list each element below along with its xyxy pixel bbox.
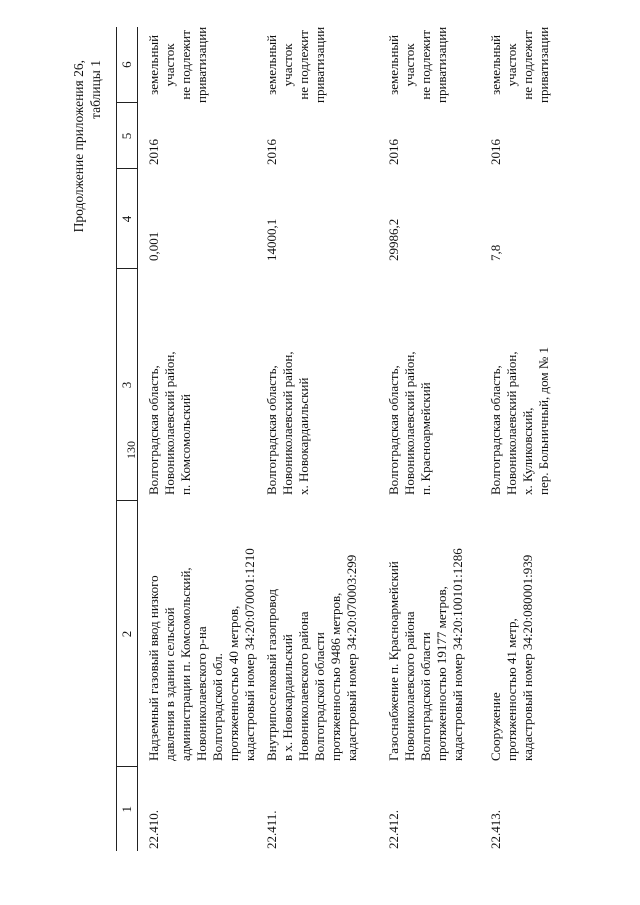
name-line: Надземный газовый ввод низкого — [146, 575, 161, 761]
note-line: земельный — [386, 34, 401, 95]
object-address — [260, 269, 382, 501]
address-line: х. Куликовский, — [520, 407, 535, 495]
note-line: не подлежит — [296, 30, 311, 100]
note-line: не подлежит — [178, 30, 193, 100]
continuation-line-2: таблицы 1 — [88, 60, 103, 119]
address-line: Волгоградская область, — [264, 365, 279, 495]
row-number: 22.411. — [264, 810, 279, 849]
name-line: кадастровый номер 34:20:070001:1210 — [242, 548, 257, 761]
page-number: 130 — [124, 441, 138, 459]
name-line: Внутрипоселковый газопровод — [264, 588, 279, 761]
object-name — [382, 501, 484, 767]
table-row — [382, 27, 484, 851]
note-line: участок — [280, 43, 295, 87]
name-line: кадастровый номер 34:20:070003:299 — [344, 554, 359, 761]
table-row — [484, 27, 588, 851]
row-number: 22.410. — [146, 810, 161, 849]
name-line: Сооружение — [488, 692, 503, 761]
col-header-6: 6 — [117, 27, 138, 103]
note-line: земельный — [488, 34, 503, 95]
note-line: приватизации — [434, 26, 449, 103]
address-line: Волгоградская область, — [488, 365, 503, 495]
address-line: Новониколаевский район, — [162, 351, 177, 495]
address-line: пер. Больничный, дом № 1 — [536, 346, 551, 495]
object-year: 2016 — [488, 139, 503, 165]
address-line: Волгоградская область, — [386, 365, 401, 495]
object-note — [260, 27, 382, 103]
property-table — [116, 27, 588, 851]
name-line: в х. Новокардаильский — [280, 634, 295, 761]
address-line: Волгоградская область, — [146, 365, 161, 495]
note-line: не подлежит — [418, 30, 433, 100]
row-number: 22.413. — [488, 810, 503, 849]
name-line: Новониколаевского р-на — [194, 626, 209, 761]
col-header-5: 5 — [117, 103, 138, 169]
object-name — [484, 501, 588, 767]
name-line: протяженностью 40 метров, — [226, 605, 241, 761]
object-year: 2016 — [264, 139, 279, 165]
object-year: 2016 — [146, 139, 161, 165]
note-line: участок — [162, 43, 177, 87]
header-row — [117, 27, 138, 851]
col-header-2: 2 — [117, 501, 138, 767]
row-number: 22.412. — [386, 810, 401, 849]
name-line: Новониколаевского района — [296, 611, 311, 761]
name-line: Новониколаевского района — [402, 611, 417, 761]
object-note — [382, 27, 484, 103]
address-line: Новониколаевский район, — [402, 351, 417, 495]
table-row — [138, 27, 261, 851]
note-line: земельный — [146, 34, 161, 95]
address-line: Новониколаевский район, — [280, 351, 295, 495]
name-line: Газоснабжение п. Красноармейский — [386, 561, 401, 761]
col-header-1: 1 — [117, 767, 138, 851]
note-line: приватизации — [194, 26, 209, 103]
name-line: протяженностью 19177 метров, — [434, 586, 449, 761]
object-area: 14000,1 — [264, 218, 279, 261]
address-line: Новониколаевский район, — [504, 351, 519, 495]
name-line: Волгоградской обл. — [210, 653, 225, 761]
object-address — [484, 269, 588, 501]
object-year: 2016 — [386, 139, 401, 165]
name-line: протяженностью 41 метр, — [504, 618, 519, 761]
table-row — [260, 27, 382, 851]
name-line: администрации п. Комсомольский, — [178, 567, 193, 761]
object-name — [138, 501, 261, 767]
object-note — [484, 27, 588, 103]
note-line: приватизации — [536, 26, 551, 103]
object-address — [138, 269, 261, 501]
note-line: земельный — [264, 34, 279, 95]
address-line: х. Новокардаильский — [296, 377, 311, 495]
address-line: п. Красноармейский — [418, 382, 433, 495]
note-line: не подлежит — [520, 30, 535, 100]
note-line: участок — [504, 43, 519, 87]
name-line: кадастровый номер 34:20:100101:1286 — [450, 548, 465, 761]
name-line: Волгоградской области — [418, 632, 433, 761]
address-line: п. Комсомольский — [178, 394, 193, 495]
col-header-3: 3 — [117, 269, 138, 501]
note-line: приватизации — [312, 26, 327, 103]
name-line: кадастровый номер 34:20:080001:939 — [520, 554, 535, 761]
name-line: протяженностью 9486 метров, — [328, 592, 343, 761]
object-name — [260, 501, 382, 767]
object-area: 7,8 — [488, 244, 503, 261]
name-line: давления в здании сельской — [162, 607, 177, 761]
object-note — [138, 27, 261, 103]
continuation-caption — [70, 60, 104, 380]
object-area: 29986,2 — [386, 218, 401, 261]
continuation-line-1: Продолжение приложения 26, — [71, 60, 86, 233]
object-area: 0,001 — [146, 231, 161, 261]
col-header-4: 4 — [117, 169, 138, 269]
name-line: Волгоградской области — [312, 632, 327, 761]
note-line: участок — [402, 43, 417, 87]
object-address — [382, 269, 484, 501]
